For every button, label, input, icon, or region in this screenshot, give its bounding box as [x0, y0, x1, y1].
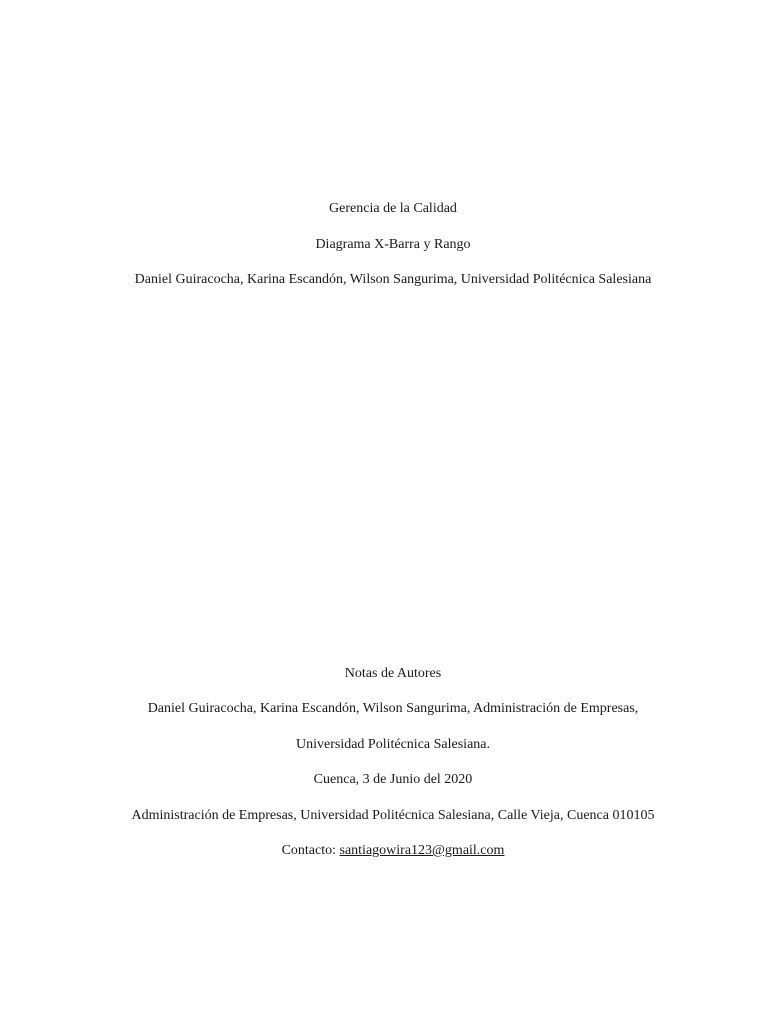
document-title: Diagrama X-Barra y Rango [315, 237, 471, 252]
course-title: Gerencia de la Calidad [329, 201, 457, 216]
author-notes-place-date: Cuenca, 3 de Junio del 2020 [313, 772, 473, 787]
author-notes-authors: Daniel Guiracocha, Karina Escandón, Wilson Sangurima, Administración de Empresas, [147, 701, 639, 716]
contact-email-link[interactable]: santiagowira123@gmail.com [339, 843, 505, 858]
contact-label: Contacto: [281, 843, 336, 858]
author-notes-heading: Notas de Autores [344, 666, 442, 681]
author-notes-university: Universidad Politécnica Salesiana. [296, 737, 490, 752]
authors-line: Daniel Guiracocha, Karina Escandón, Wilson Sangurima, Universidad Politécnica Salesiana [134, 272, 652, 287]
author-notes-address: Administración de Empresas, Universidad Politécnica Salesiana, Calle Vieja, Cuenca 010105 [131, 808, 655, 823]
author-notes-contact [0, 842, 768, 860]
